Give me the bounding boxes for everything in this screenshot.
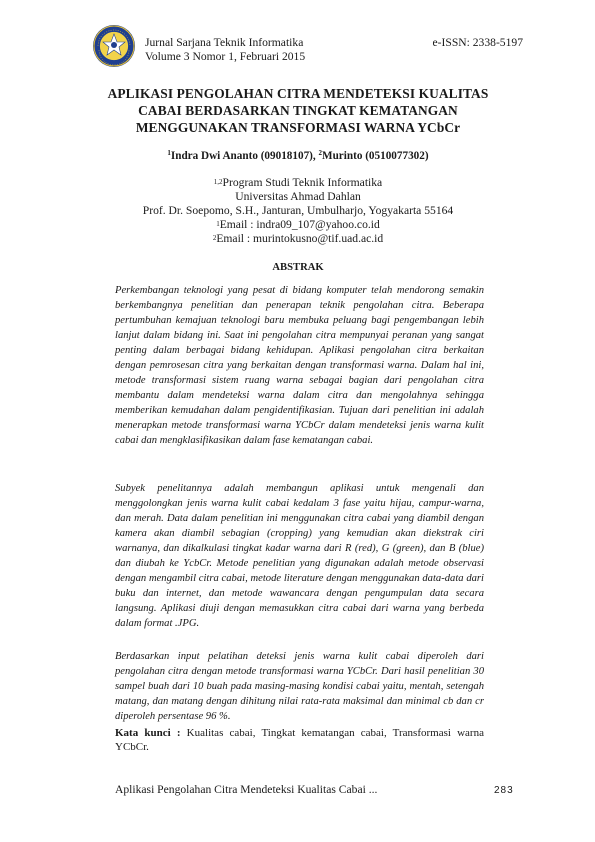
running-title: Aplikasi Pengolahan Citra Mendeteksi Kualitas Cabai ... — [115, 783, 378, 796]
author-sup: 2 — [318, 149, 323, 157]
journal-header — [145, 36, 305, 64]
abstract-paragraph: Perkembangan teknologi yang pesat di bidang komputer telah mendorong semakin berkembangnya penelitian dan penerapan teknik pengolahan citra. Beberapa pertumbuhan kemajuan teknologi baru membuka peluang bagi pengembangan lebih lanjut dalam bidang ini. Saat ini pengolahan citra mempunyai peranan yang sangat penting dalam berbagai bidang kehidupan. Aplikasi pengolahan citra berkaitan dengan pemrosesan citra yang berkaitan dengan transformasi warna. Dalam hal ini, metode transformasi sistem ruang warna sebagai bagian dari pengolahan citra membantu dalam mendeteksi warna dalam citra dan mengolahnya sehingga memberikan kemudahan dalam pengidentifikasian. Tujuan dari penelitian ini adalah menerapkan metode transformasi warna YCbCr dalam mendeteksi jenis warna kulit cabai dan mengklasifikasikan dalam fase kematangan cabai. — [115, 285, 484, 446]
abstract-paragraph: Subyek penelitannya adalah membangun aplikasi untuk mengenali dan menggolongkan jenis warna kulit cabai kedalam 3 fase yaitu hijau, campur-warna, dan merah. Data dalam penelitian ini menggunakan citra cabai yang diambil dengan kamera akan diambil sebagian (cropping) yang kemudian akan diekstrak ciri warnanya, dan dikalkulasi tingkat kadar warna dari R (red), G (green), dan B (blue) dan diubah ke YcbCr. Metode penelitian yang digunakan adalah metode observasi dengan mengambil citra cabai, metode literature dengan menggunakan data-data dari buku dan internet, dan metode wawancara dengan pengumpulan data secara langsung. Aplikasi diuji dengan memasukkan citra cabai dari warna yang berbeda dalam format .JPG. — [115, 483, 484, 629]
title-line: MENGGUNAKAN TRANSFORMASI WARNA YCbCr — [135, 120, 461, 135]
abstract-heading: ABSTRAK — [272, 262, 324, 273]
title-line: CABAI BERDASARKAN TINGKAT KEMATANGAN — [138, 103, 458, 118]
keywords — [115, 727, 484, 754]
affiliation-university: Universitas Ahmad Dahlan — [235, 190, 361, 203]
affiliation-block — [88, 176, 508, 246]
abstract-paragraph: Berdasarkan input pelatihan deteksi jenis warna kulit cabai diperoleh dari pengolahan citra dengan metode transformasi warna YCbCr. Dari hasil penelitian 30 sampel buah dari 10 buah pada masing-masing kondisi cabai yaitu, mentah, setengah matang, dan matang dengan dihitung nilai rata-rata maksimal dan minimal cb dan cr diperoleh persentase 96 %. — [115, 651, 484, 722]
keywords-text: Kualitas cabai, Tingkat kematangan cabai, Transformasi warna YCbCr. — [115, 727, 484, 753]
affiliation-sup: 1,2 — [213, 178, 223, 186]
email-sup: 1 — [216, 220, 220, 228]
page-number: 283 — [494, 785, 514, 796]
journal-issue: Volume 3 Nomor 1, Februari 2015 — [145, 50, 306, 63]
author-sup: 1 — [167, 149, 171, 157]
email-sup: 2 — [212, 234, 217, 242]
author-name: Murinto (0510077302) — [322, 150, 429, 162]
paper-title — [88, 85, 508, 136]
affiliation-address: Prof. Dr. Soepomo, S.H., Janturan, Umbulharjo, Yogyakarta 55164 — [142, 204, 454, 217]
university-seal-icon — [92, 24, 136, 68]
author-list — [88, 150, 508, 162]
journal-issn: e-ISSN: 2338-5197 — [432, 36, 523, 49]
author-email: Email : indra09_107@yahoo.co.id — [219, 218, 380, 231]
author-email: Email : murintokusno@tif.uad.ac.id — [216, 232, 384, 245]
affiliation-program: Program Studi Teknik Informatika — [222, 176, 383, 189]
keywords-label: Kata kunci : — [115, 727, 181, 739]
author-name: Indra Dwi Ananto (09018107), — [170, 150, 319, 162]
journal-name: Jurnal Sarjana Teknik Informatika — [145, 36, 304, 49]
title-line: APLIKASI PENGOLAHAN CITRA MENDETEKSI KUALITAS — [107, 86, 489, 101]
